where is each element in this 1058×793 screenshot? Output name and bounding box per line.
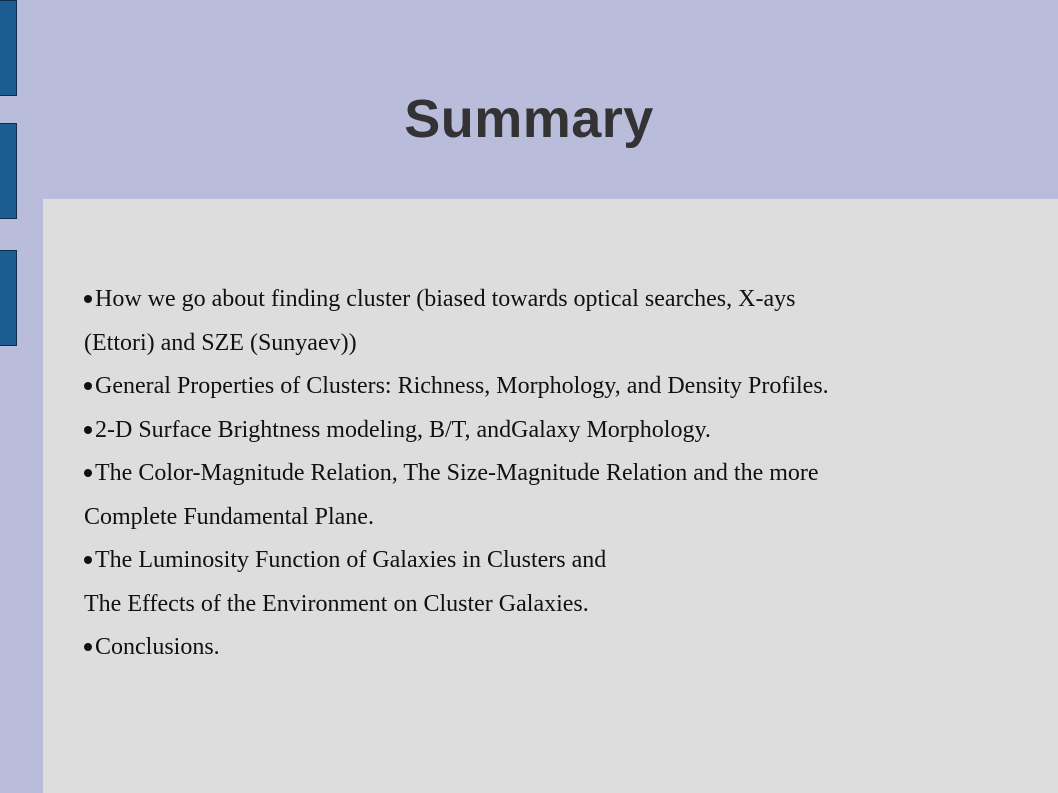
bullet-line bbox=[84, 409, 1044, 453]
bullet-item-conclusions bbox=[84, 626, 1044, 670]
bullet-text: The Effects of the Environment on Cluster Galaxies. bbox=[84, 590, 589, 617]
bullet-icon bbox=[84, 556, 92, 564]
bullet-line bbox=[84, 583, 1044, 627]
bullet-list bbox=[84, 278, 1044, 670]
bullet-icon bbox=[84, 382, 92, 390]
bullet-text: How we go about finding cluster (biased towards optical searches, X-ays bbox=[95, 286, 796, 312]
bullet-line bbox=[84, 365, 1044, 409]
bullet-icon bbox=[84, 643, 92, 651]
bullet-icon bbox=[84, 295, 92, 303]
bullet-line bbox=[84, 539, 1044, 583]
bullet-text: The Color-Magnitude Relation, The Size-Magnitude Relation and the more bbox=[95, 460, 819, 486]
bullet-item-general-properties bbox=[84, 365, 1044, 409]
bullet-item-color-magnitude bbox=[84, 452, 1044, 539]
bullet-text: General Properties of Clusters: Richness, Morphology, and Density Profiles. bbox=[95, 373, 829, 399]
bullet-icon bbox=[84, 426, 92, 434]
side-tab-top bbox=[0, 0, 17, 96]
slide-title: Summary bbox=[404, 89, 654, 149]
bullet-item-luminosity-function bbox=[84, 539, 1044, 626]
bullet-text: 2-D Surface Brightness modeling, B/T, andGalaxy Morphology. bbox=[95, 416, 711, 443]
bullet-text: Complete Fundamental Plane. bbox=[84, 503, 374, 530]
bullet-line bbox=[84, 452, 1044, 496]
bullet-text: The Luminosity Function of Galaxies in Clusters and bbox=[95, 547, 607, 573]
bullet-line bbox=[84, 278, 1044, 322]
bullet-line bbox=[84, 322, 1044, 366]
bullet-text: Conclusions. bbox=[95, 634, 220, 660]
bullet-line bbox=[84, 626, 1044, 670]
bullet-item-finding-clusters bbox=[84, 278, 1044, 365]
side-tab-bottom bbox=[0, 250, 17, 346]
bullet-item-surface-brightness bbox=[84, 409, 1044, 453]
bullet-icon bbox=[84, 469, 92, 477]
bullet-line bbox=[84, 496, 1044, 540]
bullet-text: (Ettori) and SZE (Sunyaev)) bbox=[84, 329, 357, 356]
